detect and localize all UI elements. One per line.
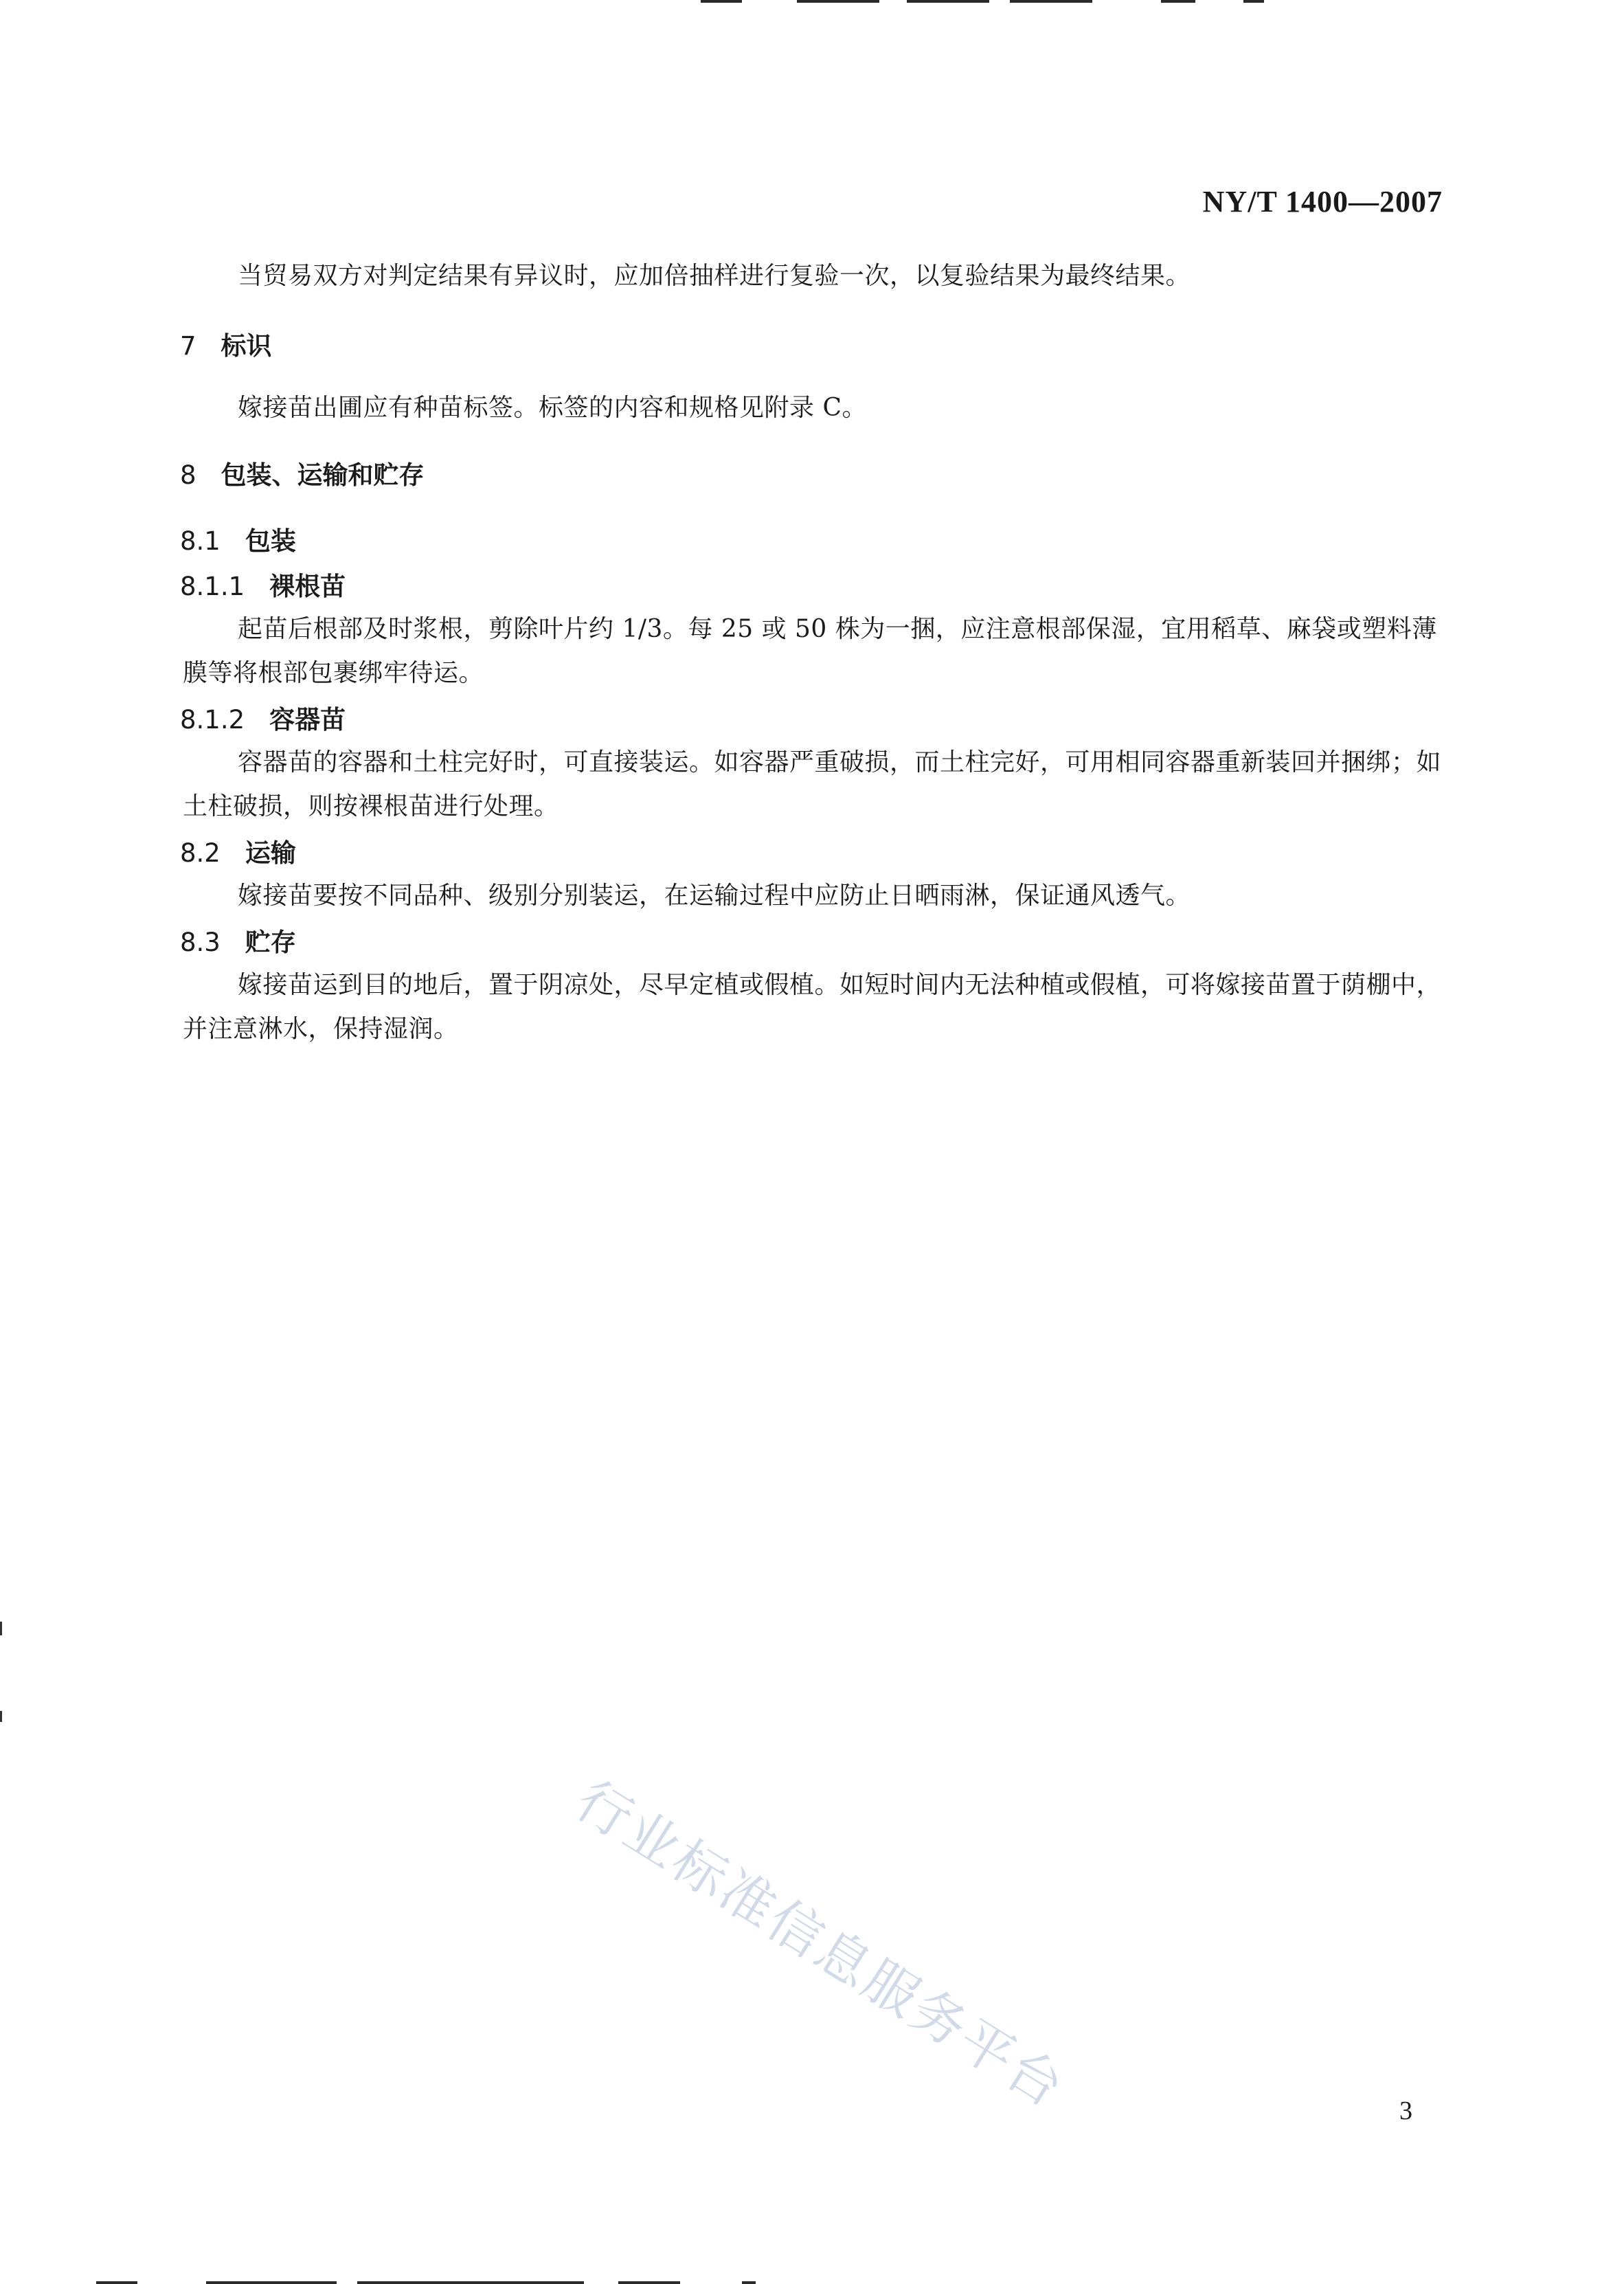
section-title: 贮存 [245, 928, 296, 957]
section-title: 裸根苗 [269, 572, 346, 601]
paragraph-8-2: 嫁接苗要按不同品种、级别分别装运，在运输过程中应防止日晒雨淋，保证通风透气。 [238, 882, 1191, 910]
section-number: 8.1.2 [180, 705, 245, 735]
left-edge-mark-2 [0, 1711, 2, 1722]
bottom-scan-line-5 [742, 2281, 756, 2284]
section-number: 8.2 [180, 838, 221, 868]
left-edge-mark-1 [0, 1622, 2, 1635]
section-number: 8.1 [180, 526, 221, 556]
section-title: 包装 [245, 526, 296, 556]
section-number: 8.1.1 [180, 572, 245, 601]
top-scan-line-2 [797, 0, 879, 3]
section-8-3-heading [180, 921, 296, 965]
section-7-heading [180, 324, 272, 368]
section-8-heading [180, 454, 425, 497]
paragraph-recheck: 当贸易双方对判定结果有异议时，应加倍抽样进行复验一次，以复验结果为最终结果。 [238, 262, 1191, 290]
section-number: 8 [180, 460, 196, 490]
paragraph-8-1-2: 容器苗的容器和土柱完好时，可直接装运。如容器严重破损，而土柱完好，可用相同容器重新装回并捆绑；如土柱破损，则按裸根苗进行处理。 [183, 748, 1442, 820]
top-scan-line-5 [1161, 0, 1195, 3]
bottom-scan-line-2 [206, 2281, 337, 2284]
section-8-2-heading [180, 831, 296, 875]
bottom-scan-line-4 [618, 2281, 680, 2284]
bottom-scan-line-1 [96, 2281, 137, 2284]
section-title: 运输 [245, 838, 296, 868]
section-8-1-2-heading [180, 698, 346, 742]
paragraph-8-3: 嫁接苗运到目的地后，置于阴凉处，尽早定植或假植。如短时间内无法种植或假植，可将嫁接苗置于荫棚中，并注意淋水，保持湿润。 [183, 971, 1442, 1043]
page-number: 3 [1399, 2096, 1412, 2125]
watermark: 行业标准信息服务平台 [565, 1769, 1076, 2121]
section-8-1-heading [180, 519, 296, 563]
section-number: 8.3 [180, 928, 221, 957]
bottom-scan-line-3 [357, 2281, 584, 2284]
top-scan-line-1 [701, 0, 742, 3]
section-title: 容器苗 [269, 705, 346, 735]
document-code: NY/T 1400—2007 [1202, 185, 1443, 219]
top-scan-line-3 [907, 0, 989, 3]
top-scan-line-6 [1243, 0, 1264, 3]
top-scan-line-4 [1010, 0, 1092, 3]
section-number: 7 [180, 331, 196, 361]
paragraph-8-1-1: 起苗后根部及时浆根，剪除叶片约 1/3。每 25 或 50 株为一捆，应注意根部保湿，宜用稻草、麻袋或塑料薄膜等将根部包裹绑牢待运。 [183, 615, 1437, 687]
paragraph-7: 嫁接苗出圃应有种苗标签。标签的内容和规格见附录 C。 [238, 394, 867, 422]
section-title: 包装、运输和贮存 [221, 460, 425, 490]
section-title: 标识 [221, 331, 272, 361]
section-8-1-1-heading [180, 565, 346, 609]
